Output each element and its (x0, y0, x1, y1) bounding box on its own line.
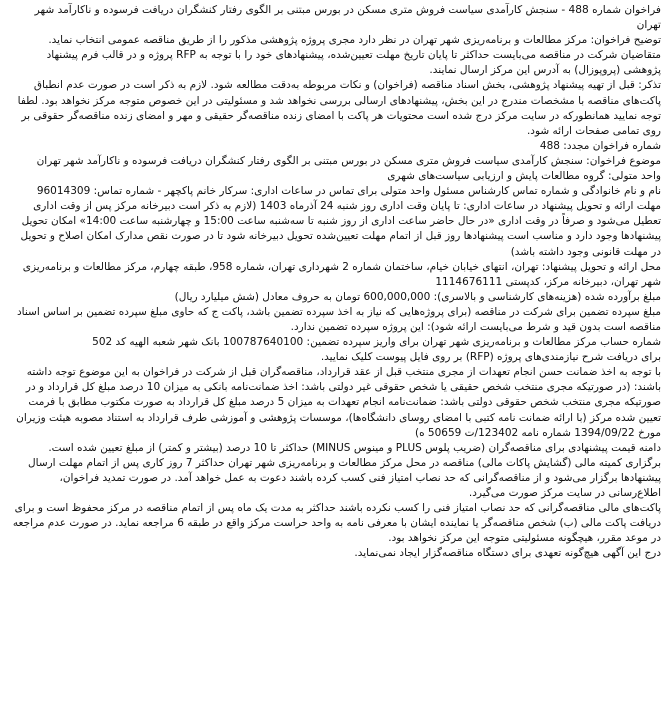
rfp-download-note: برای دریافت شرح نیازمندی‌های پروژه (RFP) بر روی فایل پیوست کلیک نمایید. (320, 351, 661, 364)
responsible-unit: واحد متولی: گروه مطالعات پایش و ارزیابی سیاست‌های شهری (387, 170, 661, 183)
renewed-tender-number: شماره فراخوان مجدد: 488 (539, 139, 661, 152)
contact-person: نام و نام خانوادگی و شماره تماس کارشناس مسئول واحد متولی برای تماس در ساعات اداری: سرکار خانم پاکچهر - شماره تماس: 96014309 (36, 185, 661, 198)
announcement-title: فراخوان شماره 488 - سنجش کارآمدی سیاست فروش متری مسکن در بورس مبتنی بر الگوی رفتار کنشگران دریافت فرسوده و ناکارآمد شهر تهران (34, 4, 661, 32)
announcement-note: تذکر: قبل از تهیه پیشنهاد پژوهشی، بخش اسناد مناقصه (فراخوان) و نکات مربوطه به‌دقت مطالعه شود. لازم به ذکر است در صورت عدم انطباق پاکت‌های مناقصه با مشخصات مندرج در این بخش، پیشنهادهای ارسالی بررسی نخواهد شد و مسئولیتی در این خصوص متوجه مرکز نخواهد بود. لطفا توجه نمایید همانطورکه در سایت مرکز درج شده است محتویات هر پاکت با امضای زنده مناقصه‌گر حقیقی و مهر و امضای زنده مناقصه‌گر حقوقی بر روی تمامی صفحات ارائه شود. (17, 79, 661, 137)
performance-guarantee: با توجه به اخذ ضمانت حسن انجام تعهدات از مجری منتخب قبل از عقد قرارداد، مناقصه‌گران قبل از شرکت در فراخوان به این موضوع توجه داشته باشند: (در صورتیکه مجری منتخب شخص حقیقی یا شخص حقوقی غیر دولتی باشد: اخذ ضمانت‌نامه بانکی به میزان 10 درصد مبلغ کل قرارداد و در صورتیکه مجری منتخب شخص حقوقی دولتی باشد: ضمانت‌نامه انجام تعهدات به میزان 5 درصد مبلغ کل قرارداد به صورت مکتوب مطابق با فرمت تعیین شده مرکز (با ارائه ضمانت نامه کتبی با امضای روسای دانشگاه‌ها)، موسسات پژوهشی و آموزشی طرف قرارداد به استناد مصوبه هیئت وزیران مورخ 1394/09/22 شماره نامه 123402/ت 50659 ه) (16, 366, 661, 439)
price-range: دامنه قیمت پیشنهادی برای مناقصه‌گران (ضریب پلوس PLUS و مینوس MINUS) حداکثر تا 10 درصد (بیشتر و کمتر) از مبلغ تعیین شده است. (48, 441, 661, 454)
bank-account: شماره حساب مرکز مطالعات و برنامه‌ریزی شهر تهران برای واریز سپرده تضمین: 100787640100 بانک شهر شعبه الهیه کد 502 (92, 336, 661, 349)
financial-envelopes: پاکت‌های مالی مناقصه‌گرانی که حد نصاب امتیاز فنی را کسب نکرده باشند حداکثر به مدت یک ماه پس از اتمام مناقصه در مرکز محفوظ است و برای دریافت پاکت مالی (ب) شخص مناقصه‌گر یا نماینده ایشان با معرفی نامه به واحد حراست مرکز واقع در طبقه 6 مراجعه نماید. در صورت عدم مراجعه در موعد مقرر، هیچگونه مسئولیتی متوجه این مرکز نخواهد بود. (12, 502, 661, 545)
submission-address: محل ارائه و تحویل پیشنهاد: تهران، انتهای خیابان خیام، ساختمان شماره 2 شهرداری تهران، شماره 958، طبقه چهارم، مرکز مطالعات و برنامه‌ریزی شهر تهران، دبیرخانه مرکز، کدپستی 1114676111 (22, 260, 661, 288)
tender-subject: موضوع فراخوان: سنجش کارآمدی سیاست فروش متری مسکن در بورس مبتنی بر الگوی رفتار کنشگران دریافت فرسوده و ناکارآمد شهر تهران (36, 154, 661, 167)
estimated-amount: مبلغ برآورده شده (هزینه‌های کارشناسی و بالاسری): 600,000,000 تومان به حروف معادل (شش میلیارد ریال) (174, 290, 661, 303)
financial-committee: برگزاری کمیته مالی (گشایش پاکات مالی) مناقصه در محل مرکز مطالعات و برنامه‌ریزی شهر تهران حداکثر 7 روز کاری پس از اتمام مهلت ارسال پیشنهادها برگزار می‌شود و از مناقصه‌گرانی که حد نصاب امتیاز فنی کسب کرده باشند دعوت به عمل خواهد آمد. در صورت تمدید فراخوان، اطلاع‌رسانی در سایت مرکز صورت می‌گیرد. (27, 456, 661, 499)
submission-deadline: مهلت ارائه و تحویل پیشنهاد در ساعات اداری: تا پایان وقت اداری روز شنبه 24 آذرماه 1403 (لازم به ذکر است دبیرخانه مرکز پس از وقت اداری تعطیل می‌شود و صرفاً در وقت اداری «در حال حاضر ساعت اداری از روز شنبه تا سه‌شنبه ساعت 15:00 و چهارشنبه ساعت 14:00» امکان تحویل پیشنهادها وجود دارد و مناسب است پیشنهادها روز قبل از اتمام مهلت تعیین‌شده تحویل دبیرخانه شود تا در صورت نقص مدارک امکان اصلاح و تحویل در مهلت قانونی وجود داشته باشد) (20, 200, 661, 258)
guarantee-deposit: مبلغ سپرده تضمین برای شرکت در مناقصه (برای پروژه‌هایی که نیاز به اخذ سپرده تضمین باشد، پاکت ج که حاوی مبلغ سپرده تضمین بر اساس اسناد مناقصه است بدون قید و شرط می‌بایست ارائه شود): این پروژه سپرده تضمین ندارد. (16, 305, 661, 333)
announcement-description: توضیح فراخوان: مرکز مطالعات و برنامه‌ریزی شهر تهران در نظر دارد مجری پروژه پژوهشی مذکور را از طریق مناقصه عمومی انتخاب نماید. متقاضیان شرکت در مناقصه می‌بایست حداکثر تا پایان تاریخ مهلت تعیین‌شده، پیشنهادهای خود را با توجه به RFP پروژه و در قالب فرم پیشنهاد پژوهشی (پروپوزال) به آدرس این مرکز ارسال نمایند. (46, 34, 661, 77)
disclaimer: درج این آگهی هیچ‌گونه تعهدی برای دستگاه مناقصه‌گزار ایجاد نمی‌نماید. (354, 547, 661, 560)
